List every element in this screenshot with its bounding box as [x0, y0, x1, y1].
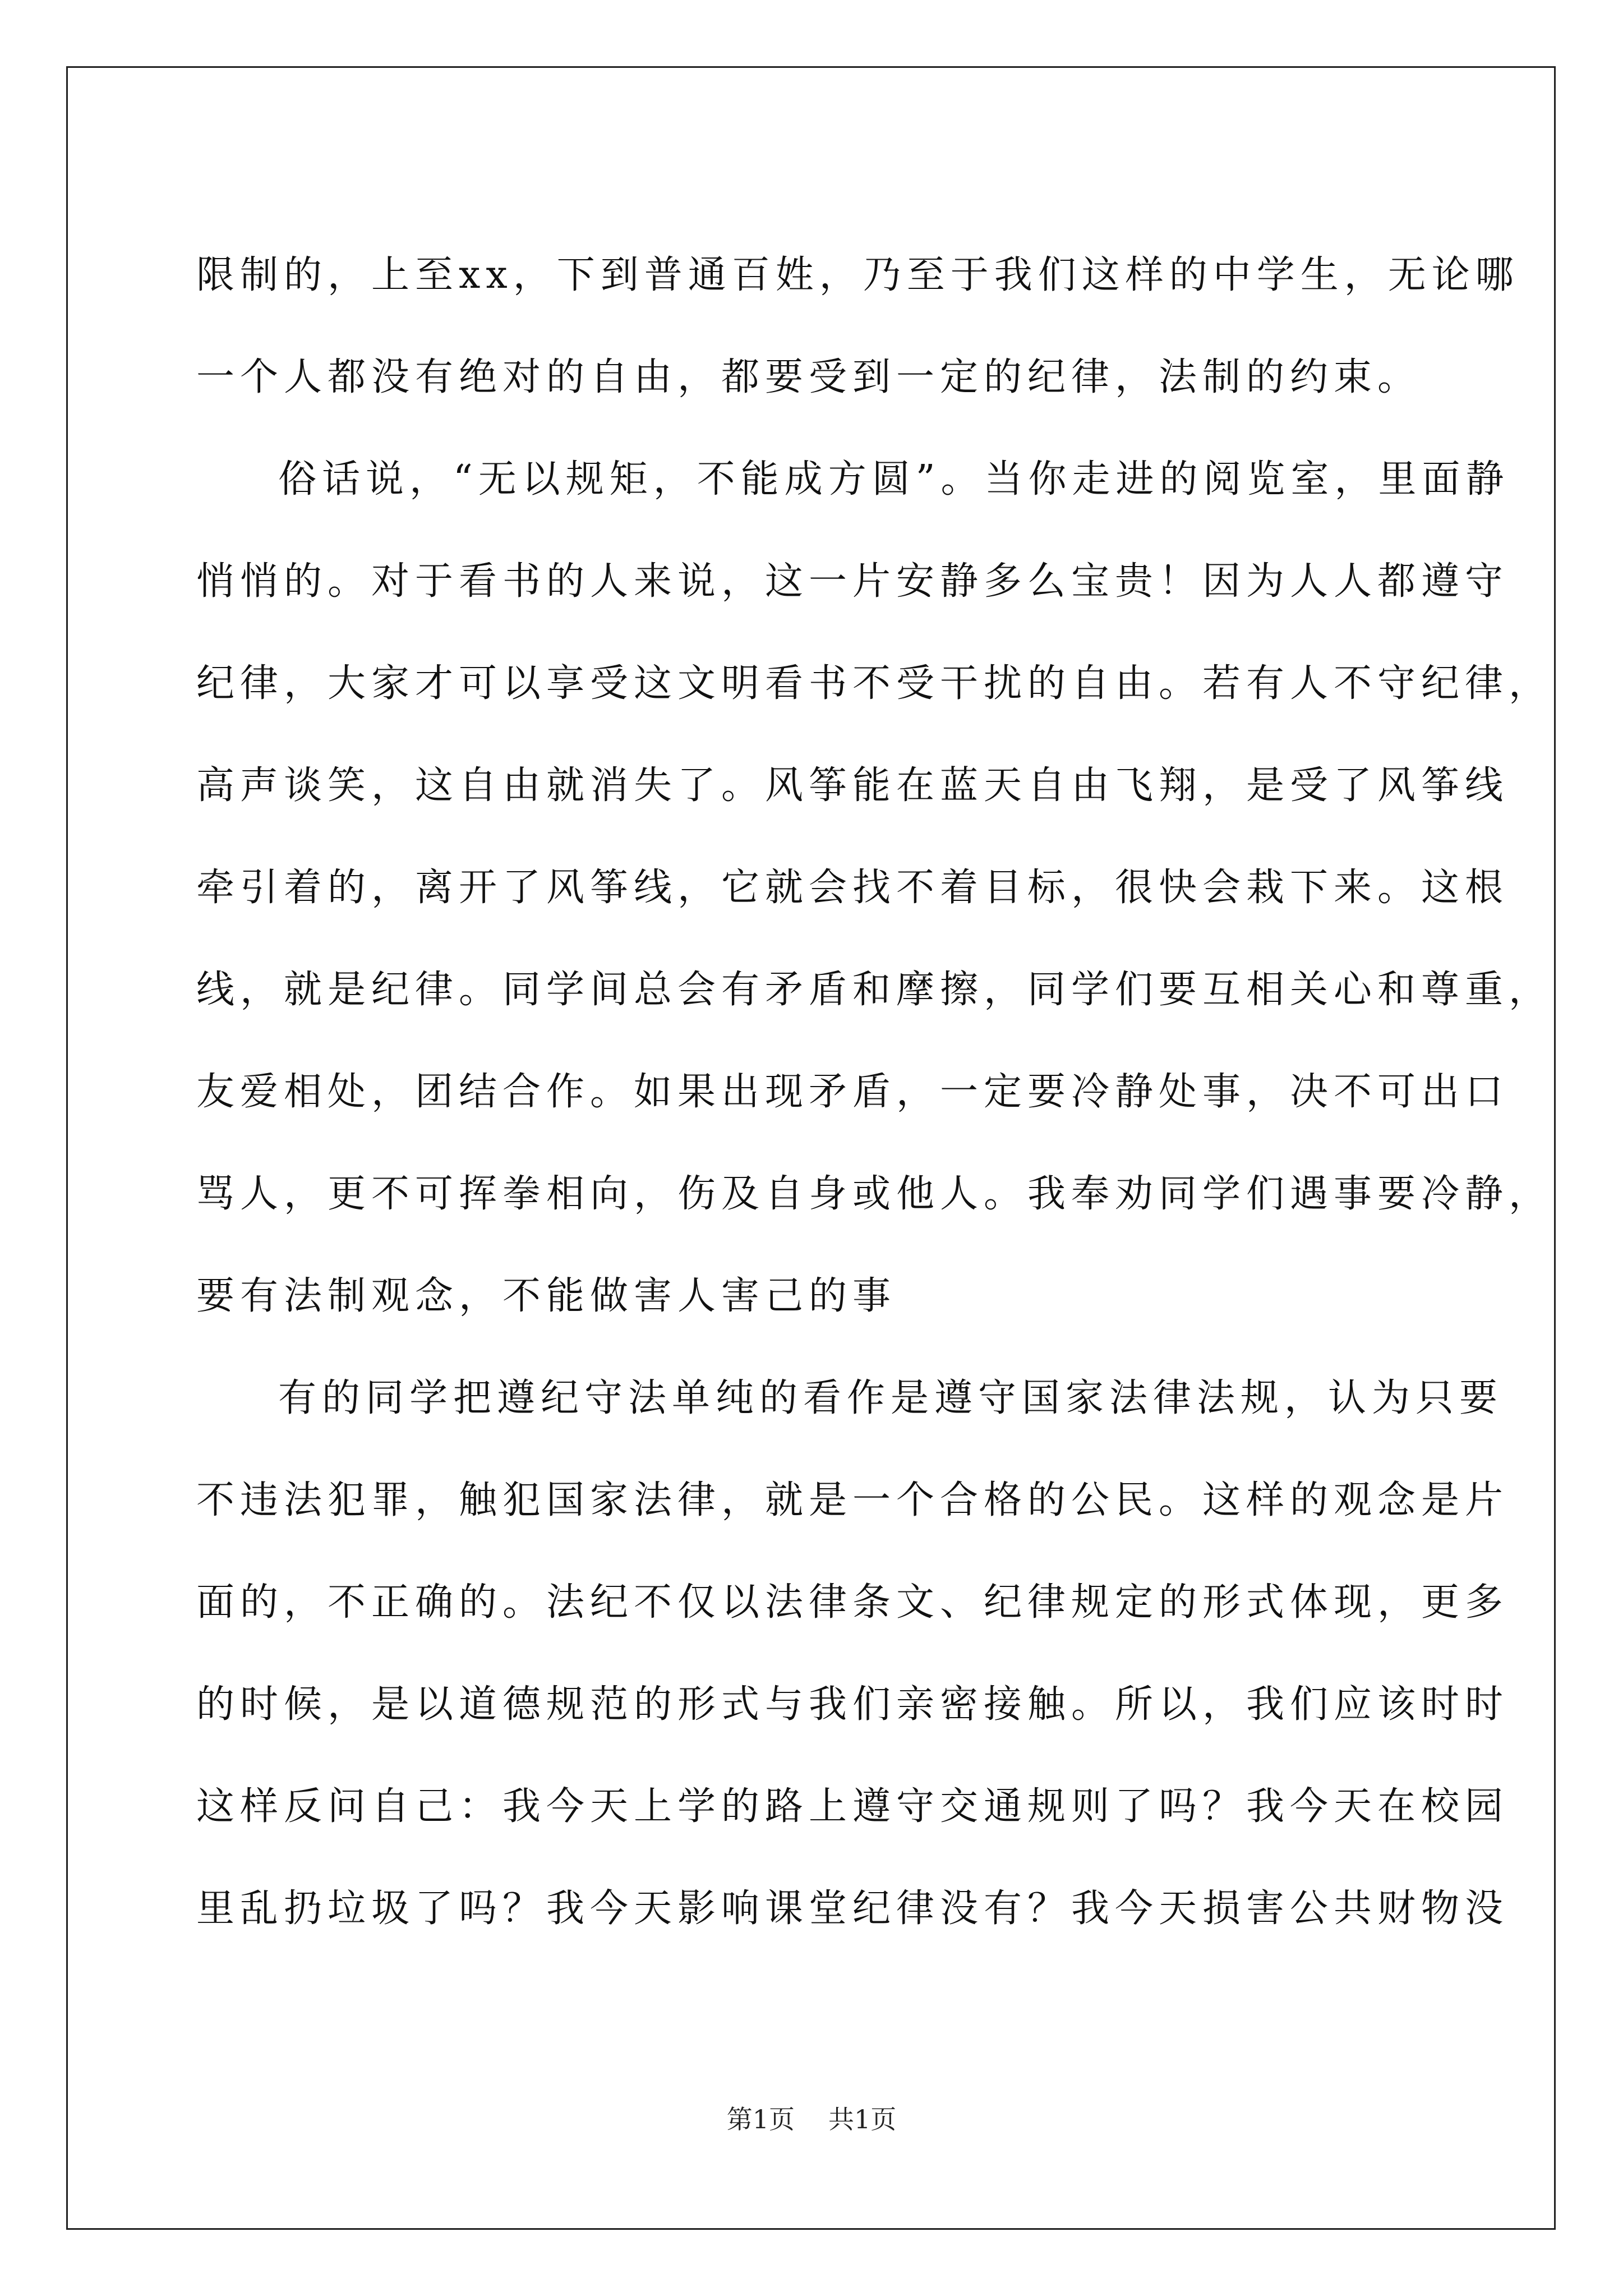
text-line: 的时候，是以道德规范的形式与我们亲密接触。所以，我们应该时时 — [196, 1682, 1509, 1727]
document-body — [196, 224, 1553, 1960]
text-line: 高声谈笑，这自由就消失了。风筝能在蓝天自由飞翔，是受了风筝线 — [196, 763, 1509, 808]
text-line: 骂人，更不可挥拳相向，伤及自身或他人。我奉劝同学们遇事要冷静， — [196, 1172, 1553, 1216]
text-line: 纪律，大家才可以享受这文明看书不受干扰的自由。若有人不守纪律， — [196, 661, 1553, 706]
text-line: 里乱扔垃圾了吗？我今天影响课堂纪律没有？我今天损害公共财物没 — [196, 1887, 1509, 1931]
text-line: 一个人都没有绝对的自由，都要受到一定的纪律，法制的约束。 — [196, 355, 1422, 399]
paragraph-start-line: 有的同学把遵纪守法单纯的看作是遵守国家法律法规，认为只要 — [278, 1376, 1504, 1420]
text-line: 线，就是纪律。同学间总会有矛盾和摩擦，同学们要互相关心和尊重， — [196, 968, 1553, 1012]
page-number: 第1页 — [726, 2104, 795, 2134]
text-line: 牵引着的，离开了风筝线，它就会找不着目标，很快会栽下来。这根 — [196, 866, 1509, 910]
text-line: 这样反问自己：我今天上学的路上遵守交通规则了吗？我今天在校园 — [196, 1784, 1509, 1829]
paragraph-start-line: 俗话说，“无以规矩，不能成方圆”。当你走进的阅览室，里面静 — [278, 457, 1510, 501]
text-line: 面的，不正确的。法纪不仅以法律条文、纪律规定的形式体现，更多 — [196, 1580, 1509, 1625]
text-line: 要有法制观念，不能做害人害己的事 — [196, 1274, 897, 1318]
text-line: 限制的，上至xx，下到普通百姓，乃至于我们这样的中学生，无论哪 — [196, 253, 1519, 297]
text-line: 悄悄的。对于看书的人来说，这一片安静多么宝贵！因为人人都遵守 — [196, 559, 1509, 604]
page-footer — [0, 2099, 1623, 2136]
text-line: 友爱相处，团结合作。如果出现矛盾，一定要冷静处事，决不可出口 — [196, 1070, 1509, 1114]
text-line: 不违法犯罪，触犯国家法律，就是一个合格的公民。这样的观念是片 — [196, 1478, 1509, 1522]
page-total: 共1页 — [828, 2104, 897, 2134]
